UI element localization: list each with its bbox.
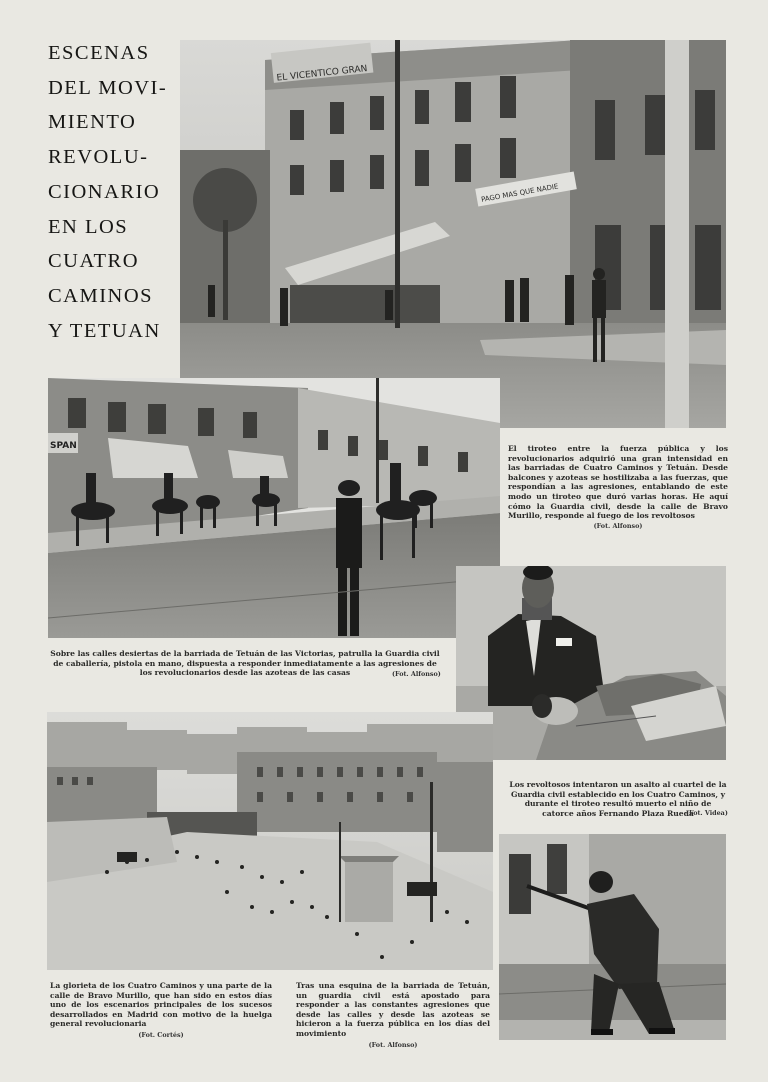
caption-shootout [508, 444, 728, 531]
headline-line: DEL MOVI- [48, 76, 168, 99]
hotel-sign: EL VICENTICO GRAN [276, 64, 368, 84]
caption-text: Tras una esquina de la barriada de Tetuán, un guardia civil está apostado para responder a las constantes agresiones que desde las calles y desde las azoteas se hicieron a la fuerza pública en los días del movimiento [296, 981, 490, 1038]
headline-line: Y TETUAN [48, 319, 161, 342]
photo-street-shootout [180, 40, 726, 428]
photo-credit: (Fot. Cortés) [138, 1030, 184, 1039]
photo-credit: (Fot. Videa) [686, 809, 728, 817]
headline-line: ESCENAS [48, 42, 150, 64]
caption-cavalry [50, 649, 440, 678]
street-banner: PAGO MAS QUE NADIE [480, 182, 560, 204]
photo-barracks [456, 566, 726, 760]
photo-credit: (Fot. Alfonso) [593, 521, 643, 530]
headline-line: CIONARIO [48, 180, 161, 203]
photo-credit: (Fot. Alfonso) [368, 1040, 418, 1049]
headline-line: CAMINOS [48, 284, 154, 307]
page-headline [48, 36, 176, 348]
caption-text: La glorieta de los Cuatro Caminos y una parte de la calle de Bravo Murillo, que han sido en estos días uno de los escenarios principales de los sucesos desarrollados en Madrid con motivo de la huelga general revolucionaria [50, 981, 272, 1029]
photo-corner-guard [499, 834, 726, 1040]
headline-line: REVOLU- [48, 146, 149, 169]
photo-credit: (Fot. Alfonso) [392, 670, 441, 678]
caption-text: Sobre las calles desiertas de la barriada de Tetuán de las Victorias, patrulla la Guardia civil de caballería, pistola en mano, dispuesta a responder inmediatamente a las agresiones de los revolucionarios desde las azoteas de las casas [50, 649, 440, 678]
headline-line: CUATRO [48, 250, 140, 273]
photo-glorieta [47, 712, 493, 970]
shop-sign: SPAN [50, 441, 77, 451]
caption-corner [296, 981, 490, 1050]
caption-text: Los revoltosos intentaron un asalto al cuartel de la Guardia civil establecido en los Cuatro Caminos, y durante el tiroteo resultó muerto el niño de catorce años Fernando Plaza Rueda [509, 780, 727, 818]
caption-text: El tiroteo entre la fuerza pública y los revolucionarios adquirió una gran intensidad en las barriadas de Cuatro Caminos y Tetuán. Desde balcones y azoteas se hostilizaba a las fuerzas, que respondían a las agresiones, entablando de este modo un tiroteo que duró varias horas. He aquí cómo la Guardia civil, desde la calle de Bravo Murillo, responde al fuego de los revoltosos [508, 444, 728, 521]
headline-line: MIENTO [48, 111, 137, 134]
caption-glorieta [50, 981, 272, 1041]
headline-line: EN LOS [48, 215, 129, 238]
photo-cavalry-patrol [48, 378, 500, 638]
